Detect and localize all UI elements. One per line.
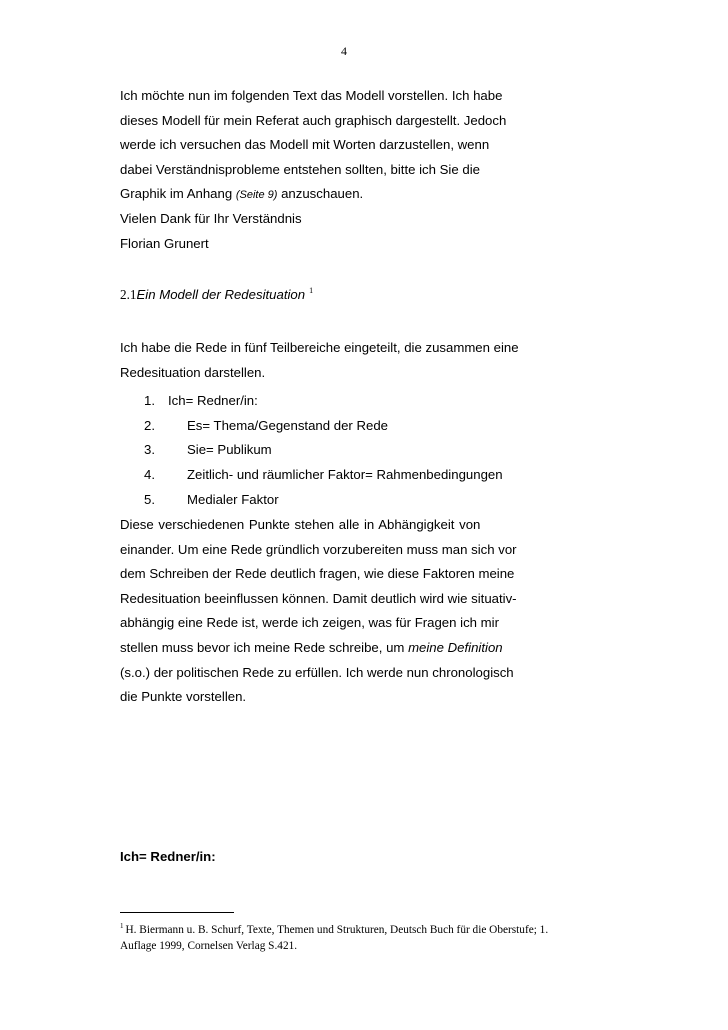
- body-line: [120, 636, 572, 661]
- intro-paragraph: [120, 84, 572, 256]
- body-line: (s.o.) der politischen Rede zu erfüllen. Ich werde nun chronologisch: [120, 664, 514, 680]
- intro-text: anzuschauen.: [277, 186, 364, 202]
- emphasized-text: meine Definition: [408, 639, 503, 655]
- body-line: dem Schreiben der Rede deutlich fragen, wie diese Faktoren meine: [120, 566, 515, 582]
- body-line: abhängig eine Rede ist, werde ich zeigen, was für Fragen ich mir: [120, 615, 499, 631]
- list-number: 1.: [144, 393, 155, 408]
- body-text: stellen muss bevor ich meine Rede schreibe, um: [120, 639, 409, 655]
- subheading: Ich= Redner/in:: [120, 849, 216, 864]
- list-text: Es= Thema/Gegenstand der Rede: [187, 417, 388, 433]
- page-reference: (Seite 9): [235, 189, 278, 202]
- list-text: Sie= Publikum: [187, 442, 272, 458]
- intro-line: dabei Verständnisprobleme entstehen sollten, bitte ich Sie die: [120, 161, 480, 177]
- lead-paragraph: [120, 336, 572, 385]
- list-number: 5.: [144, 491, 155, 507]
- footnote-text: H. Biermann u. B. Schurf, Texte, Themen und Strukturen, Deutsch Buch für die Oberstufe; 1. Auflage 1999, Cornelsen Verlag S.421.: [120, 924, 549, 952]
- body-line: Diese verschiedenen Punkte stehen alle in Abhängigkeit von: [120, 517, 481, 532]
- body-line: einander. Um eine Rede gründlich vorzubereiten muss man sich vor: [120, 541, 517, 557]
- body-paragraph: [120, 513, 572, 710]
- footnote-reference[interactable]: 1: [309, 286, 314, 295]
- lead-line: Ich habe die Rede in fünf Teilbereiche eingeteilt, die zusammen eine: [120, 340, 519, 355]
- page-number: 4: [341, 44, 347, 58]
- intro-text: Graphik im Anhang: [120, 186, 236, 202]
- lead-line: Redesituation darstellen.: [120, 364, 266, 380]
- list-number: 3.: [144, 442, 155, 458]
- intro-line: [120, 182, 572, 207]
- thanks-line: Vielen Dank für Ihr Verständnis: [120, 210, 302, 226]
- list-number: 2.: [144, 417, 155, 433]
- footnote-mark: 1: [120, 922, 124, 930]
- author-name: Florian Grunert: [120, 235, 209, 251]
- intro-line: Ich möchte nun im folgenden Text das Modell vorstellen. Ich habe: [120, 88, 503, 103]
- intro-line: werde ich versuchen das Modell mit Worten darzustellen, wenn: [120, 137, 490, 153]
- intro-line: dieses Modell für mein Referat auch graphisch dargestellt. Jedoch: [120, 112, 507, 128]
- list-text: Zeitlich- und räumlicher Faktor= Rahmenbedingungen: [187, 467, 503, 483]
- body-line: die Punkte vorstellen.: [120, 689, 247, 705]
- section-title: Ein Modell der Redesituation: [136, 287, 306, 302]
- footnote: [120, 918, 560, 954]
- list-number: 4.: [144, 467, 155, 483]
- list-text: Ich= Redner/in:: [168, 393, 258, 408]
- list-text: Medialer Faktor: [187, 491, 279, 507]
- footnote-divider: [120, 912, 234, 913]
- section-heading: [120, 286, 313, 304]
- section-number: 2.1: [120, 287, 137, 302]
- body-line: Redesituation beeinflussen können. Damit deutlich wird wie situativ-: [120, 590, 517, 606]
